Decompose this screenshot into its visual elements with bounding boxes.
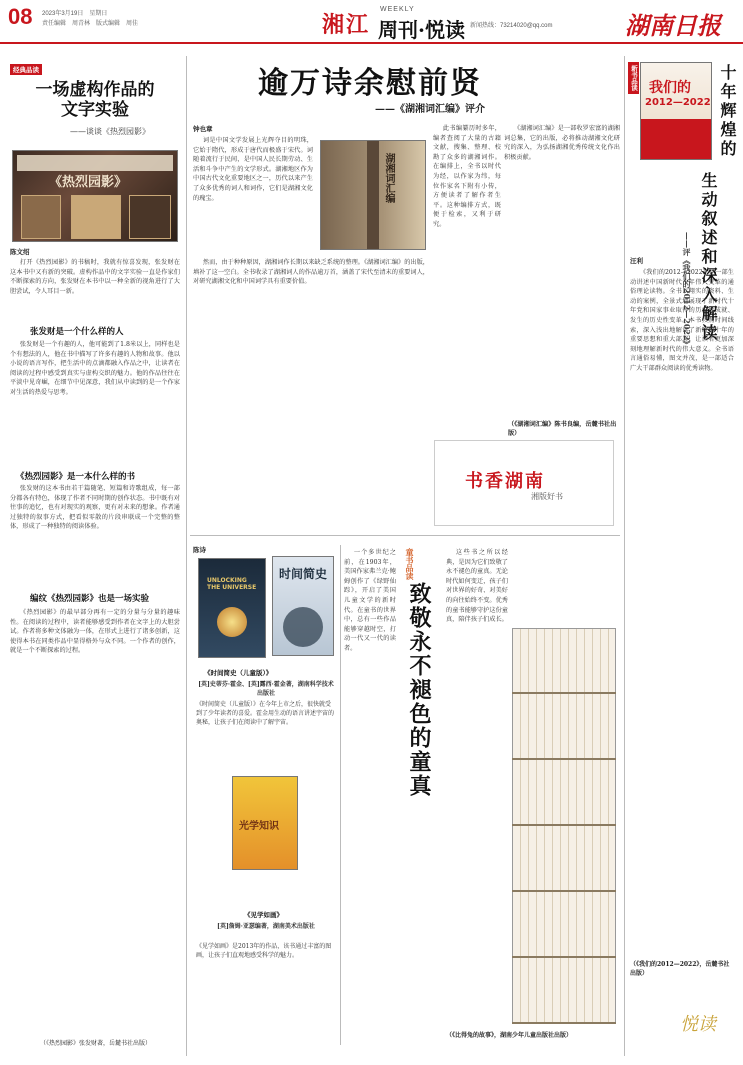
kids-footer-credit: （《比得兔的故事》，湖南少年儿童出版社出版） (446, 1032, 573, 1039)
kids-book1-caption-author: [英]史蒂芬·霍金、[英]露西·霍金著，湖南科学技术出版社 (198, 681, 334, 697)
left-body-1: 张发财是一个有趣的人，他可能到了1.8米以上，同样也是个有想法的人，他在书中描写了许多有趣的人物和故事。他以小说的语言写作，把生活中的点滴都融入作品之中，让读者在阅读的过程中感受到真实与虚构交织的魅力。他的作品往往在平淡中见奇崛，在细节中见深意，我们从中读到的是一个作家对生活的热爱与思考。 (10, 341, 180, 396)
left-title-line1: 一场虚构作品的 (35, 80, 155, 100)
center-col-1: 词是中国文学发展上光辉夺目的明珠，它始于隋代，形成于唐代而极盛于宋代。词随着流行于民间，是中国人民长期劳动、生活和斗争中产生的文学形式。湖湘地区作为中国古代文化重要地区之一，历代以来产生了众多优秀的词人和词作，它们是湖湘文化的瑰宝。 (193, 137, 313, 202)
kids-author: 陈诗 (193, 546, 206, 554)
left-subhead-1: 张发财是一个什么样的人 (30, 327, 124, 337)
page-number: 08 (8, 4, 33, 29)
kids-book2-cover (232, 776, 298, 870)
right-book-cover (640, 62, 712, 160)
left-title-line2: 文字实验 (61, 100, 129, 120)
left-subhead-3: 编纹《热烈园影》也是一场实验 (30, 594, 150, 604)
kids-book2-caption-title: 《见学如画》 (244, 911, 283, 919)
center-col-2: 然而，由于种种原因，湖湘词作长期以来缺乏系统的整理。《湖湘词汇编》的出版，填补了这一空白。全书收录了湖湘词人的作品逾万首，涵盖了宋代至清末的重要词人，对研究湖湘文化和中国词学具有重要价值。 (193, 259, 429, 286)
decorative-calligraphy: 悦读 (680, 1014, 716, 1035)
column-divider-right (624, 56, 625, 1056)
kids-tag: 童书品读 (405, 548, 414, 580)
center-article-title: 逾万诗余慰前贤 (258, 66, 482, 101)
right-book-title: 我们的 (649, 80, 691, 96)
kids-book1b-cover (272, 556, 334, 656)
right-col: 《我们的2012—2022》是一部生动讲述中国新时代十年伟大变革的通俗理论读物。全书以翔实的资料、生动的案例，全景式地展现了新时代十年党和国家事业取得的历史性成就、发生的历史性变革。本书按照时间线索，深入浅出地解读了新时代十年的重要思想和重大部署，让读者更加深刻地理解新时代的伟大意义。全书语言通俗易懂，图文并茂，是一部适合广大干部群众阅读的优秀读物。 (630, 269, 734, 372)
right-article-tag: 新书品读 (628, 62, 639, 94)
page-header (0, 0, 743, 44)
right-footer-credit: （《我们的2012—2022》，岳麓书社出版） (630, 961, 730, 977)
left-article-subtitle: ——谈谈《热烈园影》 (70, 127, 150, 136)
left-intro: 打开《热烈园影》的书稿时，我就有惊喜发现，张发财在这本书中又有新的突破。虚构作品中的文字实验一直是作家们不断探索的方向，张发财在本书中以一种全新的视角进行了大胆尝试，令人耳目一新。 (10, 259, 180, 295)
hotline: 新闻热线：73214020@qq.com (470, 23, 553, 29)
kids-vertical-title: 致敬永不褪色的童真 (406, 582, 432, 798)
kids-book1-title: 时间简史 (279, 567, 328, 581)
kids-book2-caption: 《见学如画》是2013年的作品，该书通过丰富的图画，让孩子们直观地感受科学的魅力。 (196, 943, 332, 959)
kids-book1-cover: UNLOCKING THE UNIVERSE (198, 558, 266, 658)
kids-divider-1 (340, 545, 341, 1045)
kids-col-2: 这些书之所以经典，是因为它们致敬了永不褪色的童真。无论时代如何变迁，孩子们对世界的好奇、对美好的向往始终不变。优秀的童书能够守护这份童真，陪伴孩子们成长。 (446, 549, 508, 624)
section-weekly: WEEKLY (380, 6, 415, 13)
right-author: 汪利 (630, 257, 643, 265)
kids-book1-caption-title: 《时间简史（儿童版）》 (204, 669, 273, 677)
ad-banner (434, 440, 614, 526)
editors-line: 责任编辑 周青林 版式编辑 周佳 (42, 21, 139, 27)
center-footer-credit: （《湖湘词汇编》陈书良编，岳麓书社出版） (508, 421, 617, 437)
center-article-author: 钟也章 (193, 125, 213, 133)
center-book-cover (320, 140, 426, 250)
section-name-red: 湘江 (322, 12, 371, 38)
left-footer-credit: （《热烈园影》张发财著，岳麓书社出版） (40, 1040, 152, 1047)
left-image-caption: 《热烈园影》 (49, 175, 128, 190)
left-article-tag: 经典品读 (10, 64, 42, 75)
date-line: 2023年3月19日 星期日 (42, 11, 108, 17)
right-book-years: 2012—2022 (645, 97, 711, 108)
kids-book2-title: 光学知识 (239, 821, 279, 832)
center-col-4: 《湖湘词汇编》是一部收罗宏富的湖湘词总集，它的出版，必将推动湖湘文化研究的深入，为弘扬湖湘优秀传统文化作出积极贡献。 (504, 125, 620, 161)
center-book-cover-title: 湖湘词汇编 (383, 153, 394, 203)
left-article-image (12, 150, 178, 242)
section-name: 周刊·悦读 (378, 18, 465, 42)
left-subhead-2: 《热烈园影》是一本什么样的书 (16, 472, 136, 482)
center-article-subtitle: ——《湖湘词汇编》评介 (375, 104, 485, 115)
kids-book2-caption-author: [英]詹姆·亚瑟编著，湖南美术出版社 (217, 923, 315, 930)
kids-book1-caption: 《时间简史（儿童版）》在今年上市之后，很快就受到了少年读者的喜爱。霍金用生动的语言讲述宇宙的奥秘，让孩子们在阅读中了解宇宙。 (196, 701, 335, 726)
left-body-3: 《热烈园影》的最早部分再有一定的分量与分量的趣味性。在阅读的过程中，读者能够感受到作者在文字上的大胆尝试。作者将多种文体融为一体，在形式上进行了诸多创新，这使得本书在同类作品中显得格外与众不同。一个作者的创作，就是一个不断探索的过程。 (10, 609, 180, 655)
right-title-line1: 十年辉煌的 (718, 64, 737, 159)
left-article-title (14, 80, 176, 120)
section-divider (190, 535, 620, 536)
masthead-logo: 湖南日报 (625, 11, 721, 40)
column-divider-left (186, 56, 187, 1056)
left-article-author: 陈文绍 (10, 248, 30, 256)
ad-subtitle: 湘版好书 (531, 492, 563, 501)
kids-col-1: 一个多世纪之前，在1903年，美国作家弗兰克·鲍姆创作了《绿野仙踪》，开启了美国儿童文学的新时代。在童书的世界中，总有一些作品能够穿越时空，打动一代又一代的读者。 (344, 549, 396, 652)
right-subtitle: ——评《我们的2012—2022》 (682, 232, 692, 349)
ad-logo-text: 书香湖南 (465, 471, 545, 492)
left-body-2: 张发财的这本书由若干篇随笔、短篇和诗歌组成，每一部分都各有特色，体现了作者不同时期的创作状态。书中既有对往事的追忆，也有对现实的观察，更有对未来的想象。作者通过独特的叙事方式，把看似零散的片段串联成一个完整的整体，形成了一种独特的阅读体验。 (10, 485, 180, 531)
right-title-line2: 生动叙述和深入解读 (699, 172, 718, 343)
center-col-3: 此书编纂历时多年，编者查阅了大量的古籍文献，搜集、整理、校勘了众多的湖湘词作。在编排上，全书以时代为经，以作家为纬，每位作家名下附有小传，方便读者了解作者生平。这种编排方式，既便于检索，又利于研究。 (433, 125, 501, 228)
